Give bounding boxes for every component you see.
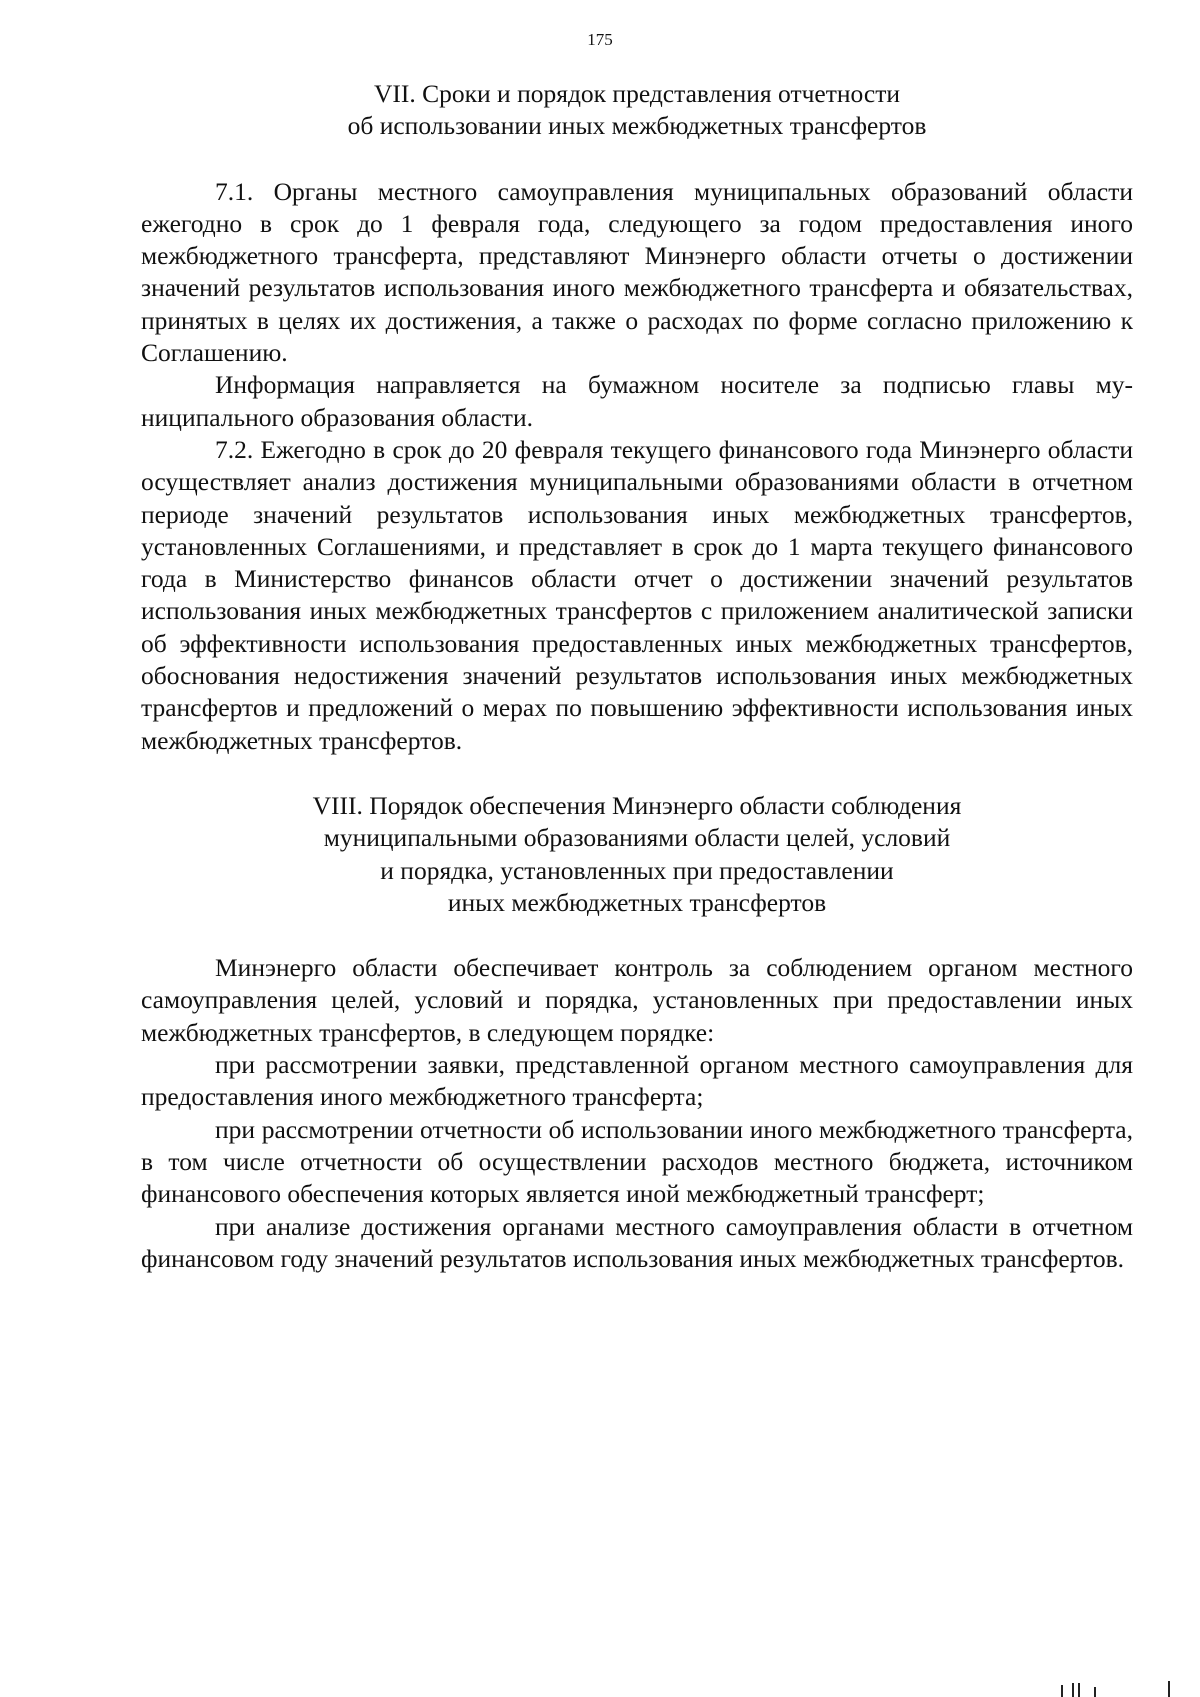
scan-edge-mark (1078, 1683, 1080, 1697)
page-number: 175 (587, 30, 613, 49)
paragraph-control: Минэнерго области обеспечивает контроль за соблюдением органом местного самоуправления целей, условий и порядка, установленных при предоставлении иных межбюджетных трансфертов, в следующем порядке: (141, 953, 1133, 1047)
section-7-heading-line-1: VII. Сроки и порядок представления отчетности (373, 79, 901, 108)
paragraph-7-1: 7.1. Органы местного самоуправления муниципальных образований области ежегодно в срок до 1 февраля года, следующего за годом предоставления иного межбюджетного трансферта, представляют Минэнерго области отчеты о достижении значений результатов использования иного межбюджетного трансферта и обязательствах, принятых в целях их достижения, а также о расходах по форме согласно приложению к Соглашению. (141, 176, 1133, 368)
paragraph-7-2: 7.2. Ежегодно в срок до 20 февраля текущего финансового года Минэнерго области осуществляет анализ достижения муниципальными образованиями области в отчетном периоде значений результатов использования иных межбюджетных трансфертов, установленных Соглашениями, и представляет в срок до 1 марта текущего финансового года в Министерство финансов области отчет о достижении значений результатов использования иных межбюджетных трансфертов с приложением аналитической записки об эффективности использования предоставленных иных межбюджетных трансфертов, обоснования недостижения значений результатов использования иных межбюджетных трансфертов и предложений о мерах по повышению эффективности использования иных межбюджетных трансфертов. (141, 434, 1133, 755)
paragraph-application-review: при рассмотрении заявки, представленной органом местного самоуправления для предоставления иного межбюджетного трансферта; (141, 1050, 1133, 1112)
paragraph-information: Информация направляется на бумажном носителе за подписью главы муниципального образования области. (141, 370, 1133, 432)
section-8-heading-line-2: муниципальными образованиями области целей, условий (323, 823, 951, 853)
section-7-heading-line-2: об использовании иных межбюджетных трансфертов (347, 111, 927, 141)
paragraph-analysis: при анализе достижения органами местного самоуправления области в отчетном финансовом году значений результатов использования иных межбюджетных трансфертов. (141, 1211, 1133, 1273)
scan-edge-mark (1061, 1685, 1063, 1697)
document-body (141, 78, 1133, 1275)
section-8-heading (141, 790, 1133, 919)
paragraph-reporting-review: при рассмотрении отчетности об использовании иного межбюджетного трансферта, в том числе отчетности об осуществлении расходов местного бюджета, источником финансового обеспечения которых является иной межбюджетный трансферт; (141, 1114, 1133, 1209)
section-8-heading-line-1: VIII. Порядок обеспечения Минэнерго области соблюдения (312, 790, 962, 820)
scan-edge-mark (1094, 1687, 1096, 1697)
section-7-heading (141, 78, 1133, 143)
section-8-heading-line-4: иных межбюджетных трансфертов (447, 887, 827, 917)
scan-edge-mark (1072, 1683, 1074, 1697)
section-8-heading-line-3: и порядка, установленных при предоставлении (380, 855, 894, 885)
scan-edge-mark (1168, 1681, 1170, 1697)
